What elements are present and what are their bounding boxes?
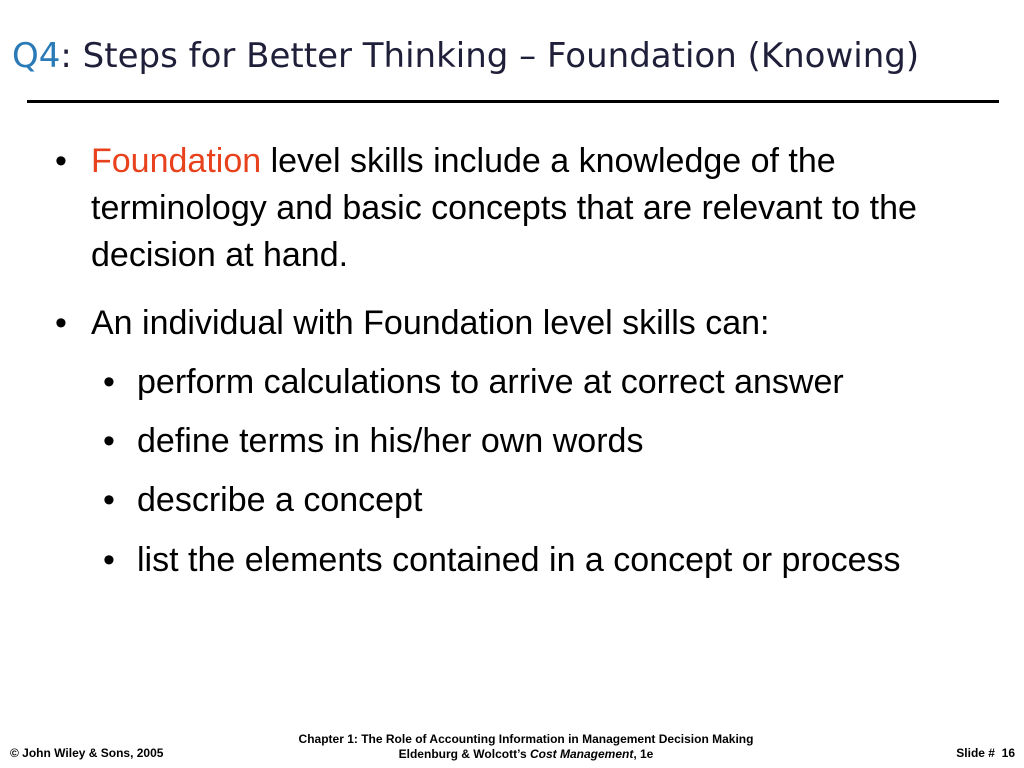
sub-bullet-text: describe a concept (137, 481, 423, 519)
sub-bullet-marker: • (103, 481, 115, 519)
footer-chapter: Chapter 1: The Role of Accounting Information in Management Decision Making (298, 732, 754, 746)
footer-book-prefix: Eldenburg & Wolcott’s (398, 747, 530, 761)
bullet-item (91, 300, 991, 347)
sub-bullet-item (137, 359, 997, 406)
sub-bullet-text: list the elements contained in a concept or process (137, 541, 901, 579)
sub-bullet-text: define terms in his/her own words (137, 422, 644, 460)
bullet-item (91, 138, 981, 279)
bullet-marker: • (55, 304, 67, 342)
sub-bullet-item (137, 418, 997, 465)
bullet-text: level skills include a knowledge of the terminology and basic concepts that are relevant to the decision at hand. (91, 142, 917, 274)
sub-bullet-text: perform calculations to arrive at correct answer (137, 363, 844, 401)
footer-book-title: Cost Management (529, 747, 634, 761)
bullet-marker: • (55, 142, 67, 180)
footer-book-suffix: , 1e (633, 747, 654, 761)
sub-bullet-marker: • (103, 363, 115, 401)
footer-book (254, 746, 798, 762)
bullet-text: An individual with Foundation level skills can: (91, 304, 770, 342)
bullet-highlight: Foundation (91, 142, 262, 180)
sub-bullet-item (137, 477, 997, 524)
sub-bullet-marker: • (103, 541, 115, 579)
sub-bullet-marker: • (103, 422, 115, 460)
slide-title-text: : Steps for Better Thinking – Foundation (Knowing) (60, 36, 920, 76)
footer-copyright: © John Wiley & Sons, 2005 (10, 746, 164, 760)
slide-title-prefix: Q4 (12, 36, 61, 76)
sub-bullet-item (137, 537, 927, 584)
slide-number: Slide # 16 (956, 746, 1015, 760)
